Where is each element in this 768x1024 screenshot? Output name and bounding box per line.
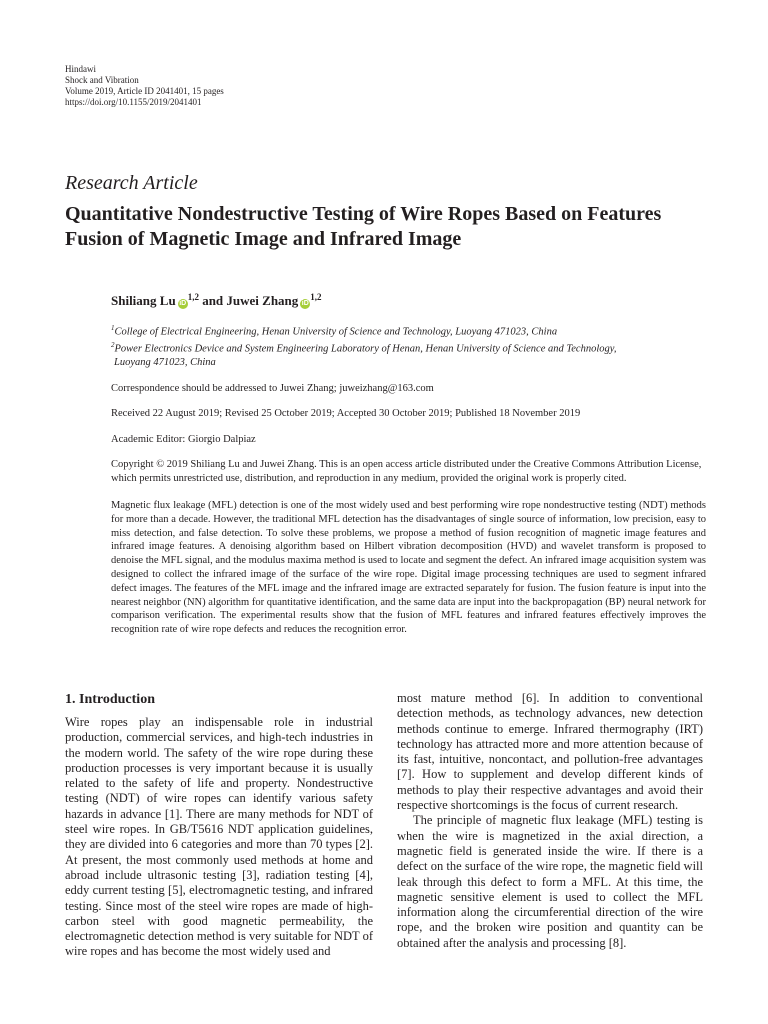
author-list <box>111 292 322 309</box>
abstract: Magnetic flux leakage (MFL) detection is one of the most widely used and best performing wire rope nondestructive testing (NDT) methods for more than a decade. However, the traditional MFL detection has the disadvantages of single source of information, low precision, easy to miss detection, and false detection. To solve these problems, we propose a method of fusion recognition of magnetic image features and infrared image features. A denoising algorithm based on Hilbert vibration decomposition (HVD) and wavelet transform is proposed to denoise the MFL signal, and the modulus maxima method is used to locate and segment the defect. An infrared image acquisition system was designed to collect the infrared image of the surface of the wire rope. Digital image processing techniques are used to segment infrared defect images. The features of the MFL image and the infrared image are extracted separately for fusion. The fusion feature is input into the nearest neighbor (NN) algorithm for quantitative identification, and the same data are input into the backpropagation (BP) neural network for comparison verification. The experimental results show that the fusion of MFL features and infrared features effectively improves the recognition rate of wire rope defects and reduces the recognition error. <box>111 500 706 636</box>
affiliation-number: 2 <box>111 341 115 349</box>
body-column-left <box>65 715 373 960</box>
orcid-icon[interactable]: iD <box>301 300 309 307</box>
affiliation <box>111 322 706 339</box>
volume-line: Volume 2019, Article ID 2041401, 15 pages <box>65 86 224 96</box>
author-name[interactable]: Juwei Zhang <box>226 293 299 308</box>
affiliation-text: Power Electronics Device and System Engineering Laboratory of Henan, Henan University of Science and Technology, <box>114 343 617 355</box>
author-affiliation-sup: 1,2 <box>310 292 322 302</box>
body-column-right <box>397 691 703 951</box>
article-type: Research Article <box>65 172 198 194</box>
affiliation-continuation: Luoyang 471023, China <box>114 357 216 368</box>
publisher-name: Hindawi <box>65 64 96 74</box>
paragraph: Wire ropes play an indispensable role in industrial production, commercial services, and high-tech industries in the modern world. The safety of the wire rope during these production processes is very important because it is usually related to the safety of life and property. Nondestructive testing (NDT) of wire ropes can identify various safety hazards in advance [1]. There are many methods for NDT of steel wire ropes. In GB/T5616 NDT application guidelines, they are divided into 6 categories and more than 70 types [2]. At present, the most commonly used methods at home and abroad include ultrasonic testing [3], radiation testing [4], eddy current testing [5], electromagnetic testing, and infrared testing. Since most of the steel wire ropes are made of high-carbon steel with good magnetic permeability, the electromagnetic detection method is very suitable for NDT of wire ropes and has become the most widely used and <box>65 715 374 959</box>
author-connector: and <box>202 293 224 308</box>
paragraph: The principle of magnetic flux leakage (MFL) testing is when the wire is magnetized in the axial direction, a magnetic field is generated inside the wire. If there is a defect on the surface of the wire rope, the magnetic field will leak through this defect to form a MFL. At this time, the magnetic sensitive element is used to collect the MFL information along the circumferential direction of the wire rope, and the broken wire position and quantity can be obtained after the analysis and processing [8]. <box>397 813 703 950</box>
paragraph: most mature method [6]. In addition to conventional detection methods, as technology advances, new detection methods continue to emerge. Infrared thermography (IRT) technology has attracted more and more attention because of its fast, intuitive, noncontact, and pollution-free advantages [7]. How to supplement and develop different kinds of methods to play their respective advantages and avoid their respective shortcomings is the focus of current research. <box>397 691 703 813</box>
doi-link[interactable]: https://doi.org/10.1155/2019/2041401 <box>65 97 202 107</box>
academic-editor: Academic Editor: Giorgio Dalpiaz <box>111 433 256 445</box>
affiliation <box>111 339 706 356</box>
journal-name: Shock and Vibration <box>65 75 139 85</box>
orcid-icon[interactable]: iD <box>179 300 187 307</box>
section-heading: 1. Introduction <box>65 692 155 707</box>
article-metadata <box>111 322 706 497</box>
correspondence: Correspondence should be addressed to Juwei Zhang; juweizhang@163.com <box>111 382 434 394</box>
publication-dates: Received 22 August 2019; Revised 25 October 2019; Accepted 30 October 2019; Published 18 November 2019 <box>111 408 581 419</box>
affiliation-number: 1 <box>111 324 115 332</box>
author-name[interactable]: Shiliang Lu <box>111 293 176 308</box>
journal-header <box>65 64 224 108</box>
copyright-notice: Copyright © 2019 Shiliang Lu and Juwei Zhang. This is an open access article distributed under the Creative Commons Attribution License, which permits unrestricted use, distribution, and reproduction in any medium, provided the original work is properly cited. <box>111 459 702 484</box>
paper-title: Quantitative Nondestructive Testing of Wire Ropes Based on Features Fusion of Magnetic Image and Infrared Image <box>65 203 662 250</box>
affiliations <box>111 322 706 370</box>
affiliation-text: College of Electrical Engineering, Henan University of Science and Technology, Luoyang 471023, China <box>114 326 558 338</box>
author-affiliation-sup: 1,2 <box>187 292 199 302</box>
